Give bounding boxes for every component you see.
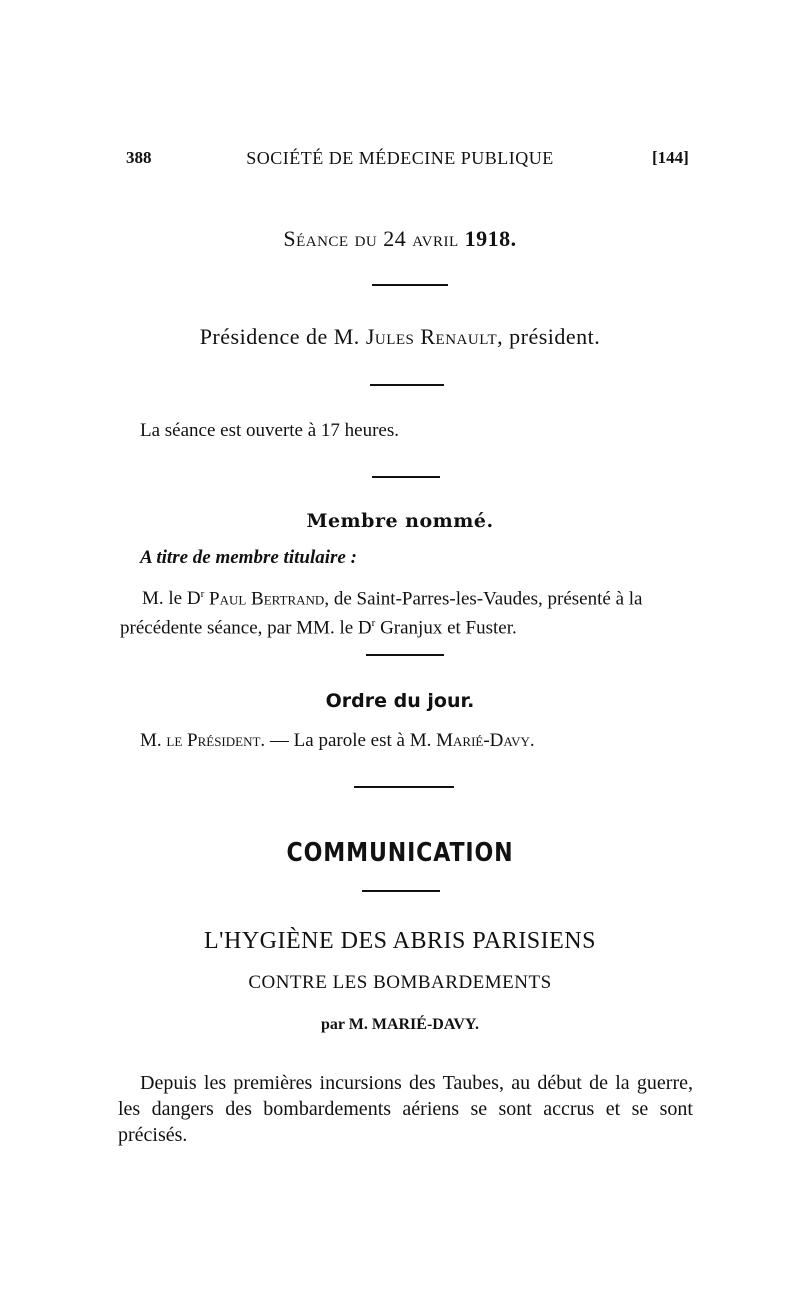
divider-rule	[366, 654, 444, 656]
bracket-reference: [144]	[652, 148, 689, 167]
article-paragraph	[118, 1070, 693, 1148]
ordre-paragraph	[140, 730, 535, 752]
seance-prefix: Séance du 24 avril	[283, 226, 459, 251]
ordre-text: — La parole est à M.	[265, 730, 437, 751]
section-heading-membre: Membre nommé.	[306, 510, 494, 532]
membre-intro: M. le D	[142, 588, 201, 610]
seance-opening: La séance est ouverte à 17 heures.	[140, 420, 400, 441]
page-number: 388	[126, 148, 152, 167]
seance-year: 1918.	[464, 226, 517, 251]
membre-paragraph	[120, 582, 695, 641]
membre-text2: Granjux et Fuster.	[375, 617, 517, 639]
ordre-target: Marié-Davy.	[436, 730, 535, 751]
divider-rule	[370, 384, 444, 386]
ordre-speaker: M. le Président.	[140, 730, 266, 751]
communication-heading: COMMUNICATION	[286, 838, 514, 868]
presidence-line	[0, 324, 800, 350]
article-author	[0, 1016, 800, 1034]
membre-name: Paul Bertrand	[209, 588, 325, 610]
presidence-before: Présidence de M.	[199, 324, 360, 349]
seance-date	[0, 226, 800, 252]
membre-intro-sup: r	[200, 588, 205, 600]
divider-rule	[362, 890, 440, 892]
author-prefix: par M.	[321, 1016, 368, 1033]
section-heading-ordre: Ordre du jour.	[325, 690, 475, 712]
article-subtitle: CONTRE LES BOMBARDEMENTS	[248, 972, 552, 993]
membre-text1-sup: r	[371, 617, 376, 630]
article-paragraph-text: Depuis les premières incursions des Taubes, au début de la guerre, les dangers des bombardements aériens se sont accrus et se sont précisés.	[118, 1072, 693, 1146]
author-name: MARIÉ-DAVY.	[371, 1016, 479, 1033]
presidence-after: , président.	[497, 324, 601, 349]
divider-rule	[372, 284, 448, 286]
membre-category: A titre de membre titulaire :	[140, 547, 357, 568]
divider-rule	[372, 476, 440, 478]
divider-rule	[354, 786, 454, 788]
article-title: L'HYGIÈNE DES ABRIS PARISIENS	[204, 928, 596, 954]
membre-text1: , de Saint-Parres-les-Vaudes, présenté à la précédente séance, par MM. le D	[120, 588, 643, 639]
running-title: SOCIÉTÉ DE MÉDECINE PUBLIQUE	[246, 148, 554, 168]
president-name: Jules Renault	[365, 324, 498, 349]
